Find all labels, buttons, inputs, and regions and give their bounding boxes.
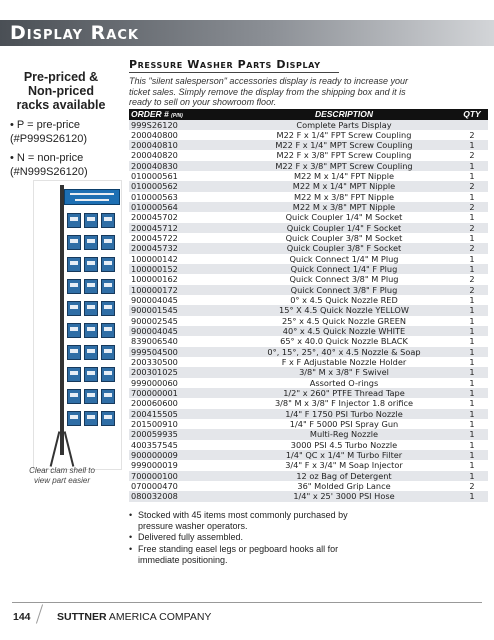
- package-icon: [101, 301, 115, 316]
- rack-options-title-line: Pre-priced &: [23, 70, 99, 84]
- feature-text: Free standing easel legs or pegboard hooks all for: [138, 543, 339, 554]
- rack-caption: [6, 466, 118, 486]
- package-icon: [101, 345, 115, 360]
- cell-quantity: 1: [469, 171, 475, 182]
- cell-order-number: 200301025: [131, 367, 178, 378]
- table-row: [129, 326, 488, 336]
- table-row: [129, 130, 488, 140]
- cell-quantity: 1: [469, 233, 475, 244]
- table-row: [129, 243, 488, 253]
- table-row: [129, 181, 488, 191]
- cell-order-number: 010000561: [131, 171, 178, 182]
- footer-divider: [36, 604, 43, 623]
- column-header-qty: QTY: [463, 108, 481, 119]
- rack-caption-line: view part easier: [33, 476, 91, 485]
- cell-order-number: 900004045: [131, 295, 178, 306]
- cell-quantity: 1: [469, 191, 475, 202]
- package-icon: [84, 235, 98, 250]
- cell-order-number: 999000060: [131, 377, 178, 388]
- table-row: [129, 285, 488, 295]
- table-row: [129, 378, 488, 388]
- legend-p-code: (#P999S26120): [10, 133, 88, 145]
- cell-quantity: 2: [469, 129, 475, 140]
- table-row: [129, 450, 488, 460]
- table-row: [129, 140, 488, 150]
- cell-description: M22 F x 3/8" FPT Screw Coupling: [276, 150, 412, 161]
- package-icon: [101, 323, 115, 338]
- cell-order-number: 999000019: [131, 460, 178, 471]
- rack-caption-line: Clear clam shell to: [29, 466, 95, 475]
- package-icon: [67, 235, 81, 250]
- cell-quantity: 1: [469, 264, 475, 275]
- cell-quantity: 1: [469, 408, 475, 419]
- package-icon: [101, 367, 115, 382]
- cell-description: 12 oz Bag of Detergent: [296, 470, 392, 481]
- rack-leg: [50, 431, 61, 466]
- cell-quantity: 1: [469, 253, 475, 264]
- rack-sign: [64, 189, 120, 205]
- cell-quantity: 2: [469, 274, 475, 285]
- cell-order-number: 100000142: [131, 253, 178, 264]
- cell-quantity: 2: [469, 202, 475, 213]
- parts-table: [129, 109, 488, 502]
- package-icon: [84, 301, 98, 316]
- package-icon: [101, 389, 115, 404]
- package-icon: [67, 257, 81, 272]
- cell-order-number: 100000152: [131, 264, 178, 275]
- cell-quantity: 1: [469, 212, 475, 223]
- left-column: [0, 70, 122, 179]
- column-header-description: DESCRIPTION: [314, 108, 374, 119]
- feature-text: immediate positioning.: [138, 554, 228, 565]
- cell-quantity: 1: [469, 377, 475, 388]
- table-row: [129, 336, 488, 346]
- package-icon: [67, 301, 81, 316]
- package-icon: [101, 411, 115, 426]
- cell-quantity: 1: [469, 439, 475, 450]
- table-row: [129, 460, 488, 470]
- cell-order-number: 200415505: [131, 408, 178, 419]
- table-row: [129, 212, 488, 222]
- package-icon: [84, 279, 98, 294]
- cell-description: 0°, 15°, 25°, 40° x 4.5 Nozzle & Soap: [267, 346, 421, 357]
- cell-description: M22 M x 3/8" FPT Nipple: [293, 191, 395, 202]
- bullet-icon: •: [129, 509, 133, 520]
- rack-options-title: [0, 70, 122, 112]
- table-row: [129, 491, 488, 501]
- cell-order-number: 010000563: [131, 191, 178, 202]
- table-row: [129, 316, 488, 326]
- table-row: [129, 120, 488, 130]
- cell-quantity: 2: [469, 222, 475, 233]
- table-row: [129, 440, 488, 450]
- feature-text: pressure washer operators.: [138, 520, 248, 531]
- package-icon: [101, 213, 115, 228]
- column-header-order-sub: (P/N): [171, 112, 183, 119]
- table-row: [129, 409, 488, 419]
- cell-order-number: 080032008: [131, 491, 178, 502]
- right-column: [129, 58, 488, 566]
- cell-order-number: 010000564: [131, 202, 178, 213]
- cell-order-number: 900004045: [131, 326, 178, 337]
- cell-description: Multi-Reg Nozzle: [309, 429, 379, 440]
- package-icon: [84, 345, 98, 360]
- cell-description: Quick Coupler 1/4" M Socket: [285, 212, 403, 223]
- cell-description: 15° X 4.5 Quick Nozzle YELLOW: [279, 305, 409, 316]
- cell-description: M22 F x 1/4" MPT Screw Coupling: [275, 140, 413, 151]
- package-icon: [67, 323, 81, 338]
- cell-quantity: 1: [469, 419, 475, 430]
- package-icon: [84, 411, 98, 426]
- cell-description: Assorted O-rings: [309, 377, 379, 388]
- cell-order-number: 200059935: [131, 429, 178, 440]
- table-row: [129, 398, 488, 408]
- cell-order-number: 070000470: [131, 480, 178, 491]
- table-row: [129, 264, 488, 274]
- cell-quantity: 1: [469, 450, 475, 460]
- cell-order-number: 200040820: [131, 150, 178, 161]
- table-row: [129, 274, 488, 284]
- cell-order-number: 200040810: [131, 140, 178, 151]
- brand-suffix: AMERICA COMPANY: [106, 611, 212, 623]
- cell-description: M22 M x 3/8" MPT Nipple: [292, 202, 396, 213]
- package-icon: [84, 213, 98, 228]
- cell-quantity: 1: [469, 429, 475, 440]
- cell-description: Quick Coupler 3/8" F Socket: [286, 243, 402, 254]
- bullet-icon: •: [129, 532, 133, 543]
- package-icon: [101, 235, 115, 250]
- cell-order-number: 010000562: [131, 181, 178, 192]
- cell-quantity: 1: [469, 346, 475, 357]
- cell-description: 0° x 4.5 Quick Nozzle RED: [290, 295, 398, 306]
- table-row: [129, 150, 488, 160]
- intro-text: [129, 76, 488, 108]
- cell-description: 36" Molded Grip Lance: [297, 480, 391, 491]
- cell-description: M22 M x 1/4" MPT Nipple: [292, 181, 396, 192]
- package-icon: [67, 367, 81, 382]
- cell-quantity: 1: [469, 357, 475, 368]
- cell-quantity: 1: [469, 305, 475, 316]
- cell-description: Quick Connect 3/8" F Plug: [290, 284, 398, 295]
- table-row: [129, 471, 488, 481]
- cell-description: 3/4" F x 3/4" M Soap Injector: [285, 460, 403, 471]
- table-row: [129, 223, 488, 233]
- cell-description: 65° x 40.0 Quick Nozzle BLACK: [280, 336, 408, 347]
- cell-order-number: 200045702: [131, 212, 178, 223]
- table-row: [129, 202, 488, 212]
- cell-description: 25° x 4.5 Quick Nozzle GREEN: [281, 315, 407, 326]
- cell-order-number: 999S26120: [131, 119, 178, 130]
- cell-order-number: 200060600: [131, 398, 178, 409]
- package-icon: [101, 257, 115, 272]
- legend-n-code: (#N999S26120): [10, 166, 88, 178]
- cell-quantity: 1: [469, 491, 475, 502]
- column-header-order-label: ORDER #: [131, 108, 169, 119]
- page-number: 144: [13, 611, 31, 623]
- table-row: [129, 171, 488, 181]
- bullet-icon: •: [129, 543, 133, 554]
- table-row: [129, 254, 488, 264]
- rack-sign-text: [75, 199, 109, 201]
- cell-description: F x F Adjustable Nozzle Holder: [281, 357, 407, 368]
- table-row: [129, 429, 488, 439]
- price-legend: [0, 118, 122, 179]
- legend-n-label: • N = non-price: [10, 152, 84, 164]
- package-icon: [101, 279, 115, 294]
- cell-quantity: [456, 120, 488, 130]
- cell-description: 3000 PSI 4.5 Turbo Nozzle: [290, 439, 398, 450]
- cell-order-number: 200330500: [131, 357, 178, 368]
- rack-pole: [60, 185, 64, 455]
- cell-description: Quick Connect 1/4" F Plug: [290, 264, 398, 275]
- intro-line: This "silent salesperson" accessories display is ready to increase your: [129, 76, 409, 86]
- cell-quantity: 1: [469, 315, 475, 326]
- rack-sign-text: [70, 193, 114, 195]
- cell-order-number: 700000001: [131, 388, 178, 399]
- table-row: [129, 419, 488, 429]
- cell-description: Quick Connect 3/8" M Plug: [289, 274, 399, 285]
- table-row: [129, 388, 488, 398]
- cell-quantity: 2: [469, 480, 475, 491]
- table-row: [129, 233, 488, 243]
- footer-rule: [12, 602, 482, 603]
- cell-order-number: 201500910: [131, 419, 178, 430]
- cell-quantity: 1: [469, 367, 475, 378]
- table-row: [129, 161, 488, 171]
- rack-leg: [64, 431, 75, 466]
- table-row: [129, 367, 488, 377]
- cell-description: 1/2" x 260" PTFE Thread Tape: [283, 388, 405, 399]
- cell-order-number: 100000172: [131, 284, 178, 295]
- package-icon: [67, 411, 81, 426]
- intro-line: ready to sell on your showroom floor.: [129, 97, 277, 107]
- cell-quantity: 1: [469, 398, 475, 409]
- rack-options-title-line: racks available: [16, 98, 106, 112]
- package-icon: [67, 389, 81, 404]
- feature-item: [129, 510, 488, 532]
- cell-quantity: 2: [469, 181, 475, 192]
- cell-quantity: 1: [469, 470, 475, 481]
- cell-order-number: 200045732: [131, 243, 178, 254]
- table-row: [129, 305, 488, 315]
- cell-order-number: 900002545: [131, 315, 178, 326]
- cell-quantity: 1: [469, 336, 475, 347]
- cell-order-number: 700000100: [131, 470, 178, 481]
- package-icon: [84, 389, 98, 404]
- cell-order-number: 999504500: [131, 346, 178, 357]
- feature-text: Stocked with 45 items most commonly purchased by: [138, 509, 348, 520]
- cell-quantity: 2: [469, 284, 475, 295]
- footer-brand: [57, 611, 211, 623]
- cell-description: M22 M x 1/4" FPT Nipple: [293, 171, 395, 182]
- cell-quantity: 1: [469, 388, 475, 399]
- page-title: Display Rack: [10, 22, 139, 44]
- cell-description: 3/8" M x 3/8" F Injector 1.8 orifice: [274, 398, 414, 409]
- table-body: [129, 120, 488, 502]
- cell-order-number: 200040830: [131, 160, 178, 171]
- cell-quantity: 1: [469, 160, 475, 171]
- legend-p-label: • P = pre-price: [10, 119, 80, 131]
- cell-description: 40° x 4.5 Quick Nozzle WHITE: [282, 326, 406, 337]
- cell-description: 1/4" F 5000 PSI Spray Gun: [289, 419, 399, 430]
- cell-description: Quick Coupler 1/4" F Socket: [286, 222, 402, 233]
- package-icon: [84, 257, 98, 272]
- cell-description: 3/8" M x 3/8" F Swivel: [299, 367, 389, 378]
- table-row: [129, 295, 488, 305]
- cell-description: Complete Parts Display: [296, 119, 392, 130]
- table-row: [129, 192, 488, 202]
- column-header-order: [129, 109, 232, 120]
- section-rule: [129, 72, 339, 73]
- cell-quantity: 2: [469, 150, 475, 161]
- cell-quantity: 2: [469, 243, 475, 254]
- cell-description: 1/4" F 1750 PSI Turbo Nozzle: [285, 408, 403, 419]
- cell-order-number: 839006540: [131, 336, 178, 347]
- cell-description: Quick Connect 1/4" M Plug: [289, 253, 399, 264]
- display-rack-image: [33, 180, 122, 470]
- feature-list: [129, 510, 488, 566]
- cell-order-number: 100000162: [131, 274, 178, 285]
- package-icon: [67, 213, 81, 228]
- table-row: [129, 347, 488, 357]
- package-icon: [67, 345, 81, 360]
- cell-description: Quick Coupler 3/8" M Socket: [285, 233, 403, 244]
- package-icon: [84, 323, 98, 338]
- cell-description: 1/4" x 25' 3000 PSI Hose: [293, 491, 395, 502]
- feature-item: [129, 532, 488, 543]
- cell-order-number: 200040800: [131, 129, 178, 140]
- cell-description: M22 F x 1/4" FPT Screw Coupling: [276, 129, 412, 140]
- intro-line: ticket sales. Simply remove the display from the shipping box and it is: [129, 86, 406, 97]
- cell-order-number: 400357545: [131, 439, 178, 450]
- cell-quantity: 1: [469, 326, 475, 337]
- rack-options-title-line: Non-priced: [28, 84, 94, 98]
- package-icon: [84, 367, 98, 382]
- package-icon: [67, 279, 81, 294]
- cell-quantity: 1: [469, 460, 475, 471]
- cell-description: M22 F x 3/8" MPT Screw Coupling: [275, 160, 413, 171]
- table-row: [129, 357, 488, 367]
- feature-text: Delivered fully assembled.: [138, 532, 244, 543]
- feature-item: [129, 544, 488, 566]
- cell-order-number: 200045712: [131, 222, 178, 233]
- cell-description: 1/4" QC x 1/4" M Turbo Filter: [285, 450, 403, 460]
- brand-name: SUTTNER: [57, 611, 107, 623]
- cell-order-number: 900000009: [131, 450, 178, 460]
- cell-order-number: 900001545: [131, 305, 178, 316]
- table-header: [129, 109, 488, 120]
- section-title: Pressure Washer Parts Display: [129, 58, 321, 71]
- cell-quantity: 1: [469, 140, 475, 151]
- cell-order-number: 200045722: [131, 233, 178, 244]
- table-row: [129, 481, 488, 491]
- cell-quantity: 1: [469, 295, 475, 306]
